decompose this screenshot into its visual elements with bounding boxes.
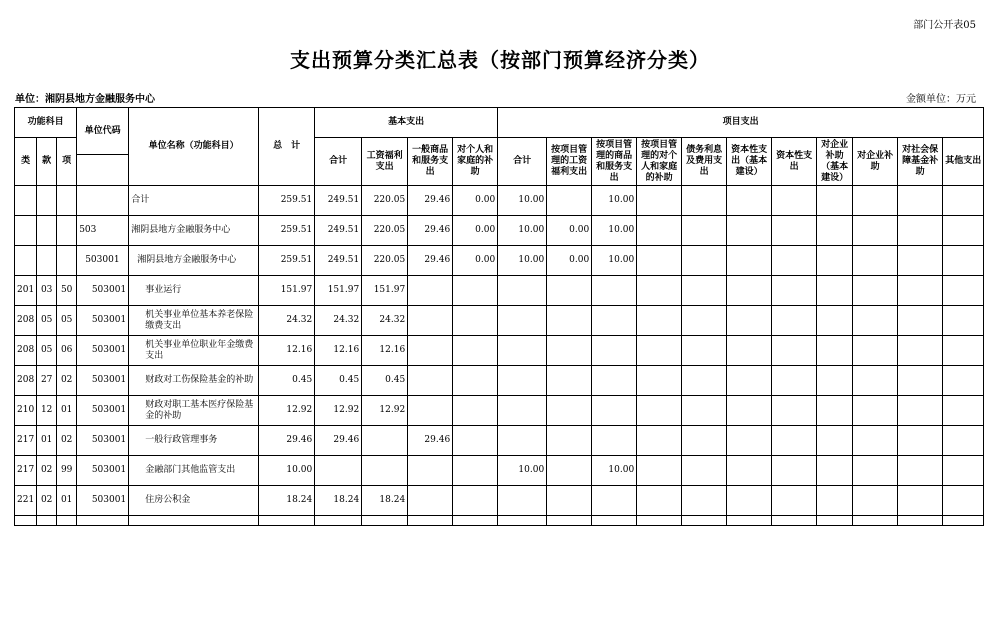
cell-project-total: 10.00: [498, 456, 547, 486]
cell-project-total: [498, 336, 547, 366]
table-row: [15, 186, 984, 216]
cell-xiang: 01: [57, 396, 77, 426]
cell-lei: [15, 186, 37, 216]
cell-project-other: [943, 456, 984, 486]
cell-project-total: [498, 276, 547, 306]
cell-basic-wage: 12.16: [362, 336, 408, 366]
cell-project-total: [498, 366, 547, 396]
header-project: 项目支出: [498, 108, 984, 138]
cell-lei: 208: [15, 366, 37, 396]
header-project-capital: 资本性支出: [772, 138, 817, 186]
cell-kuan: [37, 216, 57, 246]
cell-project-enterprise: [853, 486, 898, 516]
cell-kuan: 02: [37, 456, 57, 486]
cell-project-enterprise-build: [817, 246, 853, 276]
cell-kuan: 01: [37, 426, 57, 456]
header-basic-total: 合计: [315, 138, 362, 186]
cell-kuan: 05: [37, 336, 57, 366]
cell-project-enterprise: [853, 456, 898, 486]
cell-project-enterprise: [853, 276, 898, 306]
cell-kuan: [37, 246, 57, 276]
table-row: [15, 366, 984, 396]
header-project-total: 合计: [498, 138, 547, 186]
cell-project-enterprise-build: [817, 216, 853, 246]
cell-xiang: [57, 246, 77, 276]
header-basic-wage: 工资福利支出: [362, 138, 408, 186]
cell-project-capital: [772, 186, 817, 216]
cell-project-capital: [772, 486, 817, 516]
header-unit-name: 单位名称（功能科目）: [129, 108, 259, 186]
cell-project-debt: [682, 216, 727, 246]
cell-basic-total: 12.92: [315, 396, 362, 426]
cell-basic-personal: 0.00: [453, 246, 498, 276]
cell-xiang: 01: [57, 486, 77, 516]
cell-project-debt: [682, 186, 727, 216]
cell-project-enterprise: [853, 216, 898, 246]
cell-unit-name: 住房公积金: [129, 486, 259, 516]
cell-project-personal: [637, 396, 682, 426]
cell-xiang: 02: [57, 426, 77, 456]
cell-unit-code: [77, 186, 129, 216]
header-lei: 类: [15, 138, 37, 186]
cell-basic-personal: [453, 366, 498, 396]
cell-unit-code: 503001: [77, 276, 129, 306]
table-row: [15, 246, 984, 276]
cell-project-social: [898, 336, 943, 366]
header-basic-goods: 一般商品和服务支出: [408, 138, 453, 186]
header-project-enterprise: 对企业补助: [853, 138, 898, 186]
cell-unit-name: 事业运行: [129, 276, 259, 306]
cell-project-enterprise-build: [817, 396, 853, 426]
cell-project-social: [898, 186, 943, 216]
cell-project-social: [898, 486, 943, 516]
cell-project-total: [498, 306, 547, 336]
cell-project-personal: [637, 246, 682, 276]
cell-unit-code: 503: [77, 216, 129, 246]
cell-project-other: [943, 306, 984, 336]
cell-lei: 210: [15, 396, 37, 426]
blank-cell: [772, 516, 817, 526]
cell-kuan: 02: [37, 486, 57, 516]
cell-project-debt: [682, 246, 727, 276]
blank-cell: [727, 516, 772, 526]
header-kuan: 款: [37, 138, 57, 186]
cell-total: 18.24: [259, 486, 315, 516]
cell-project-personal: [637, 366, 682, 396]
cell-project-wage: [547, 486, 592, 516]
cell-project-personal: [637, 456, 682, 486]
cell-basic-total: 29.46: [315, 426, 362, 456]
header-project-other: 其他支出: [943, 138, 984, 186]
cell-basic-personal: 0.00: [453, 186, 498, 216]
cell-project-wage: 0.00: [547, 246, 592, 276]
cell-basic-total: 151.97: [315, 276, 362, 306]
cell-basic-personal: [453, 456, 498, 486]
table-row: [15, 336, 984, 366]
blank-cell: [408, 516, 453, 526]
cell-project-debt: [682, 336, 727, 366]
cell-project-personal: [637, 276, 682, 306]
cell-project-debt: [682, 306, 727, 336]
header-unit-code: 单位代码: [77, 108, 129, 155]
cell-basic-personal: [453, 486, 498, 516]
cell-project-capital: [772, 366, 817, 396]
cell-project-enterprise-build: [817, 336, 853, 366]
cell-project-enterprise: [853, 186, 898, 216]
cell-basic-total: [315, 456, 362, 486]
cell-project-capital: [772, 216, 817, 246]
header-project-wage: 按项目管理的工资福利支出: [547, 138, 592, 186]
cell-kuan: 03: [37, 276, 57, 306]
cell-project-wage: [547, 396, 592, 426]
unit-label: 单位：湘阴县地方金融服务中心: [15, 94, 155, 105]
cell-total: 259.51: [259, 216, 315, 246]
cell-unit-name: 湘阴县地方金融服务中心: [129, 216, 259, 246]
cell-project-total: [498, 486, 547, 516]
header-unit-code-spacer: [77, 155, 129, 186]
blank-cell: [898, 516, 943, 526]
cell-total: 10.00: [259, 456, 315, 486]
cell-project-enterprise: [853, 396, 898, 426]
cell-project-capital: [772, 426, 817, 456]
cell-lei: 201: [15, 276, 37, 306]
cell-project-enterprise-build: [817, 456, 853, 486]
blank-cell: [682, 516, 727, 526]
cell-basic-wage: [362, 456, 408, 486]
cell-project-total: 10.00: [498, 246, 547, 276]
cell-project-wage: [547, 366, 592, 396]
blank-cell: [15, 516, 37, 526]
cell-project-enterprise: [853, 366, 898, 396]
cell-project-wage: [547, 336, 592, 366]
blank-cell: [362, 516, 408, 526]
cell-basic-personal: [453, 276, 498, 306]
cell-project-social: [898, 246, 943, 276]
cell-basic-wage: 220.05: [362, 216, 408, 246]
table-row: [15, 426, 984, 456]
cell-project-capital-build: [727, 426, 772, 456]
cell-project-social: [898, 456, 943, 486]
cell-project-capital-build: [727, 366, 772, 396]
blank-cell: [129, 516, 259, 526]
cell-project-other: [943, 336, 984, 366]
cell-project-other: [943, 246, 984, 276]
cell-basic-goods: [408, 486, 453, 516]
cell-project-enterprise: [853, 336, 898, 366]
cell-total: 29.46: [259, 426, 315, 456]
cell-basic-goods: [408, 276, 453, 306]
cell-basic-goods: [408, 366, 453, 396]
cell-basic-personal: 0.00: [453, 216, 498, 246]
cell-unit-name: 财政对工伤保险基金的补助: [129, 366, 259, 396]
blank-cell: [77, 516, 129, 526]
cell-project-enterprise: [853, 246, 898, 276]
cell-basic-wage: 151.97: [362, 276, 408, 306]
cell-project-capital: [772, 306, 817, 336]
cell-project-capital-build: [727, 216, 772, 246]
cell-basic-personal: [453, 396, 498, 426]
cell-basic-personal: [453, 426, 498, 456]
cell-basic-goods: 29.46: [408, 216, 453, 246]
cell-lei: 217: [15, 456, 37, 486]
cell-project-debt: [682, 396, 727, 426]
cell-basic-total: 24.32: [315, 306, 362, 336]
cell-unit-code: 503001: [77, 366, 129, 396]
cell-project-capital: [772, 456, 817, 486]
cell-project-enterprise-build: [817, 426, 853, 456]
cell-project-capital-build: [727, 186, 772, 216]
cell-project-social: [898, 426, 943, 456]
cell-unit-code: 503001: [77, 246, 129, 276]
blank-cell: [637, 516, 682, 526]
cell-project-debt: [682, 456, 727, 486]
blank-cell: [453, 516, 498, 526]
table-row: [15, 396, 984, 426]
blank-cell: [943, 516, 984, 526]
cell-project-personal: [637, 216, 682, 246]
cell-basic-wage: 0.45: [362, 366, 408, 396]
cell-project-goods: [592, 366, 637, 396]
blank-cell: [853, 516, 898, 526]
cell-project-personal: [637, 426, 682, 456]
cell-basic-goods: 29.46: [408, 186, 453, 216]
cell-basic-total: 18.24: [315, 486, 362, 516]
cell-project-goods: [592, 336, 637, 366]
cell-lei: [15, 246, 37, 276]
blank-cell: [37, 516, 57, 526]
cell-project-capital: [772, 276, 817, 306]
cell-unit-code: 503001: [77, 396, 129, 426]
cell-basic-personal: [453, 336, 498, 366]
cell-project-other: [943, 276, 984, 306]
cell-unit-code: 503001: [77, 336, 129, 366]
cell-total: 259.51: [259, 186, 315, 216]
cell-basic-wage: 18.24: [362, 486, 408, 516]
cell-project-enterprise: [853, 306, 898, 336]
cell-project-debt: [682, 486, 727, 516]
blank-cell: [547, 516, 592, 526]
cell-project-personal: [637, 306, 682, 336]
cell-project-enterprise-build: [817, 186, 853, 216]
cell-basic-goods: [408, 456, 453, 486]
cell-xiang: 02: [57, 366, 77, 396]
cell-basic-personal: [453, 306, 498, 336]
cell-xiang: 05: [57, 306, 77, 336]
cell-project-enterprise-build: [817, 366, 853, 396]
cell-total: 151.97: [259, 276, 315, 306]
cell-unit-name: 合计: [129, 186, 259, 216]
table-row: [15, 486, 984, 516]
cell-project-debt: [682, 366, 727, 396]
cell-basic-total: 249.51: [315, 246, 362, 276]
budget-table: [14, 107, 984, 526]
cell-xiang: 99: [57, 456, 77, 486]
cell-total: 0.45: [259, 366, 315, 396]
cell-unit-name: 金融部门其他监管支出: [129, 456, 259, 486]
cell-xiang: 50: [57, 276, 77, 306]
cell-project-enterprise-build: [817, 306, 853, 336]
header-total: 总 计: [259, 108, 315, 186]
cell-project-capital: [772, 246, 817, 276]
cell-lei: 217: [15, 426, 37, 456]
cell-xiang: 06: [57, 336, 77, 366]
cell-project-other: [943, 396, 984, 426]
cell-project-wage: [547, 306, 592, 336]
cell-total: 12.92: [259, 396, 315, 426]
cell-project-social: [898, 396, 943, 426]
cell-unit-name: 湘阴县地方金融服务中心: [129, 246, 259, 276]
header-project-debt: 债务利息及费用支出: [682, 138, 727, 186]
blank-cell: [498, 516, 547, 526]
amount-unit-label: 金额单位：万元: [906, 94, 976, 105]
table-row: [15, 306, 984, 336]
cell-project-total: 10.00: [498, 186, 547, 216]
cell-lei: 208: [15, 306, 37, 336]
cell-project-goods: 10.00: [592, 456, 637, 486]
blank-cell: [57, 516, 77, 526]
table-row: [15, 216, 984, 246]
cell-lei: 208: [15, 336, 37, 366]
cell-kuan: 05: [37, 306, 57, 336]
cell-total: 259.51: [259, 246, 315, 276]
cell-kuan: 12: [37, 396, 57, 426]
cell-basic-wage: 220.05: [362, 186, 408, 216]
cell-lei: 221: [15, 486, 37, 516]
header-project-capital-build: 资本性支出（基本建设）: [727, 138, 772, 186]
cell-project-goods: [592, 426, 637, 456]
header-project-personal: 按项目管理的对个人和家庭的补助: [637, 138, 682, 186]
cell-project-goods: [592, 396, 637, 426]
cell-unit-name: 机关事业单位职业年金缴费支出: [129, 336, 259, 366]
cell-project-capital-build: [727, 456, 772, 486]
cell-basic-goods: 29.46: [408, 246, 453, 276]
cell-basic-total: 12.16: [315, 336, 362, 366]
cell-project-capital-build: [727, 306, 772, 336]
header-basic-personal: 对个人和家庭的补助: [453, 138, 498, 186]
table-row: [15, 276, 984, 306]
cell-unit-name: 一般行政管理事务: [129, 426, 259, 456]
cell-total: 24.32: [259, 306, 315, 336]
cell-unit-code: 503001: [77, 456, 129, 486]
cell-project-capital-build: [727, 246, 772, 276]
cell-project-personal: [637, 486, 682, 516]
cell-project-capital-build: [727, 396, 772, 426]
cell-total: 12.16: [259, 336, 315, 366]
cell-xiang: [57, 186, 77, 216]
cell-project-wage: [547, 186, 592, 216]
cell-project-capital: [772, 336, 817, 366]
cell-basic-total: 0.45: [315, 366, 362, 396]
cell-project-enterprise-build: [817, 276, 853, 306]
cell-project-other: [943, 426, 984, 456]
cell-project-other: [943, 216, 984, 246]
cell-project-enterprise-build: [817, 486, 853, 516]
cell-unit-name: 机关事业单位基本养老保险缴费支出: [129, 306, 259, 336]
cell-project-capital: [772, 396, 817, 426]
cell-project-goods: 10.00: [592, 216, 637, 246]
blank-cell: [315, 516, 362, 526]
cell-project-goods: [592, 486, 637, 516]
cell-project-goods: [592, 306, 637, 336]
table-row: [15, 456, 984, 486]
cell-project-goods: 10.00: [592, 186, 637, 216]
cell-project-debt: [682, 426, 727, 456]
cell-basic-goods: [408, 396, 453, 426]
cell-project-social: [898, 306, 943, 336]
cell-project-personal: [637, 336, 682, 366]
cell-basic-wage: [362, 426, 408, 456]
cell-project-total: [498, 396, 547, 426]
header-project-social: 对社会保障基金补助: [898, 138, 943, 186]
cell-project-wage: [547, 456, 592, 486]
header-func-subject: 功能科目: [15, 108, 77, 138]
cell-project-enterprise: [853, 426, 898, 456]
cell-basic-total: 249.51: [315, 216, 362, 246]
cell-basic-goods: 29.46: [408, 426, 453, 456]
cell-project-social: [898, 366, 943, 396]
cell-basic-wage: 220.05: [362, 246, 408, 276]
cell-project-goods: [592, 276, 637, 306]
header-basic: 基本支出: [315, 108, 498, 138]
blank-cell: [259, 516, 315, 526]
cell-project-wage: [547, 426, 592, 456]
cell-basic-wage: 12.92: [362, 396, 408, 426]
cell-xiang: [57, 216, 77, 246]
cell-project-capital-build: [727, 486, 772, 516]
cell-project-capital-build: [727, 276, 772, 306]
cell-project-other: [943, 186, 984, 216]
cell-project-social: [898, 276, 943, 306]
cell-project-capital-build: [727, 336, 772, 366]
header-xiang: 项: [57, 138, 77, 186]
blank-cell: [592, 516, 637, 526]
cell-unit-code: 503001: [77, 306, 129, 336]
cell-project-wage: [547, 276, 592, 306]
cell-lei: [15, 216, 37, 246]
cell-project-other: [943, 366, 984, 396]
cell-project-goods: 10.00: [592, 246, 637, 276]
cell-basic-goods: [408, 336, 453, 366]
cell-kuan: [37, 186, 57, 216]
cell-project-wage: 0.00: [547, 216, 592, 246]
cell-project-personal: [637, 186, 682, 216]
cell-project-social: [898, 216, 943, 246]
cell-basic-wage: 24.32: [362, 306, 408, 336]
cell-unit-name: 财政对职工基本医疗保险基金的补助: [129, 396, 259, 426]
cell-basic-goods: [408, 306, 453, 336]
cell-unit-code: 503001: [77, 486, 129, 516]
cell-project-other: [943, 486, 984, 516]
header-project-goods: 按项目管理的商品和服务支出: [592, 138, 637, 186]
blank-cell: [817, 516, 853, 526]
form-number-label: 部门公开表05: [913, 20, 976, 31]
page-title: 支出预算分类汇总表（按部门预算经济分类）: [290, 48, 710, 72]
header-project-enterprise-build: 对企业补助（基本建设）: [817, 138, 853, 186]
cell-basic-total: 249.51: [315, 186, 362, 216]
cell-project-total: 10.00: [498, 216, 547, 246]
cell-project-debt: [682, 276, 727, 306]
cell-project-total: [498, 426, 547, 456]
cell-kuan: 27: [37, 366, 57, 396]
cell-unit-code: 503001: [77, 426, 129, 456]
